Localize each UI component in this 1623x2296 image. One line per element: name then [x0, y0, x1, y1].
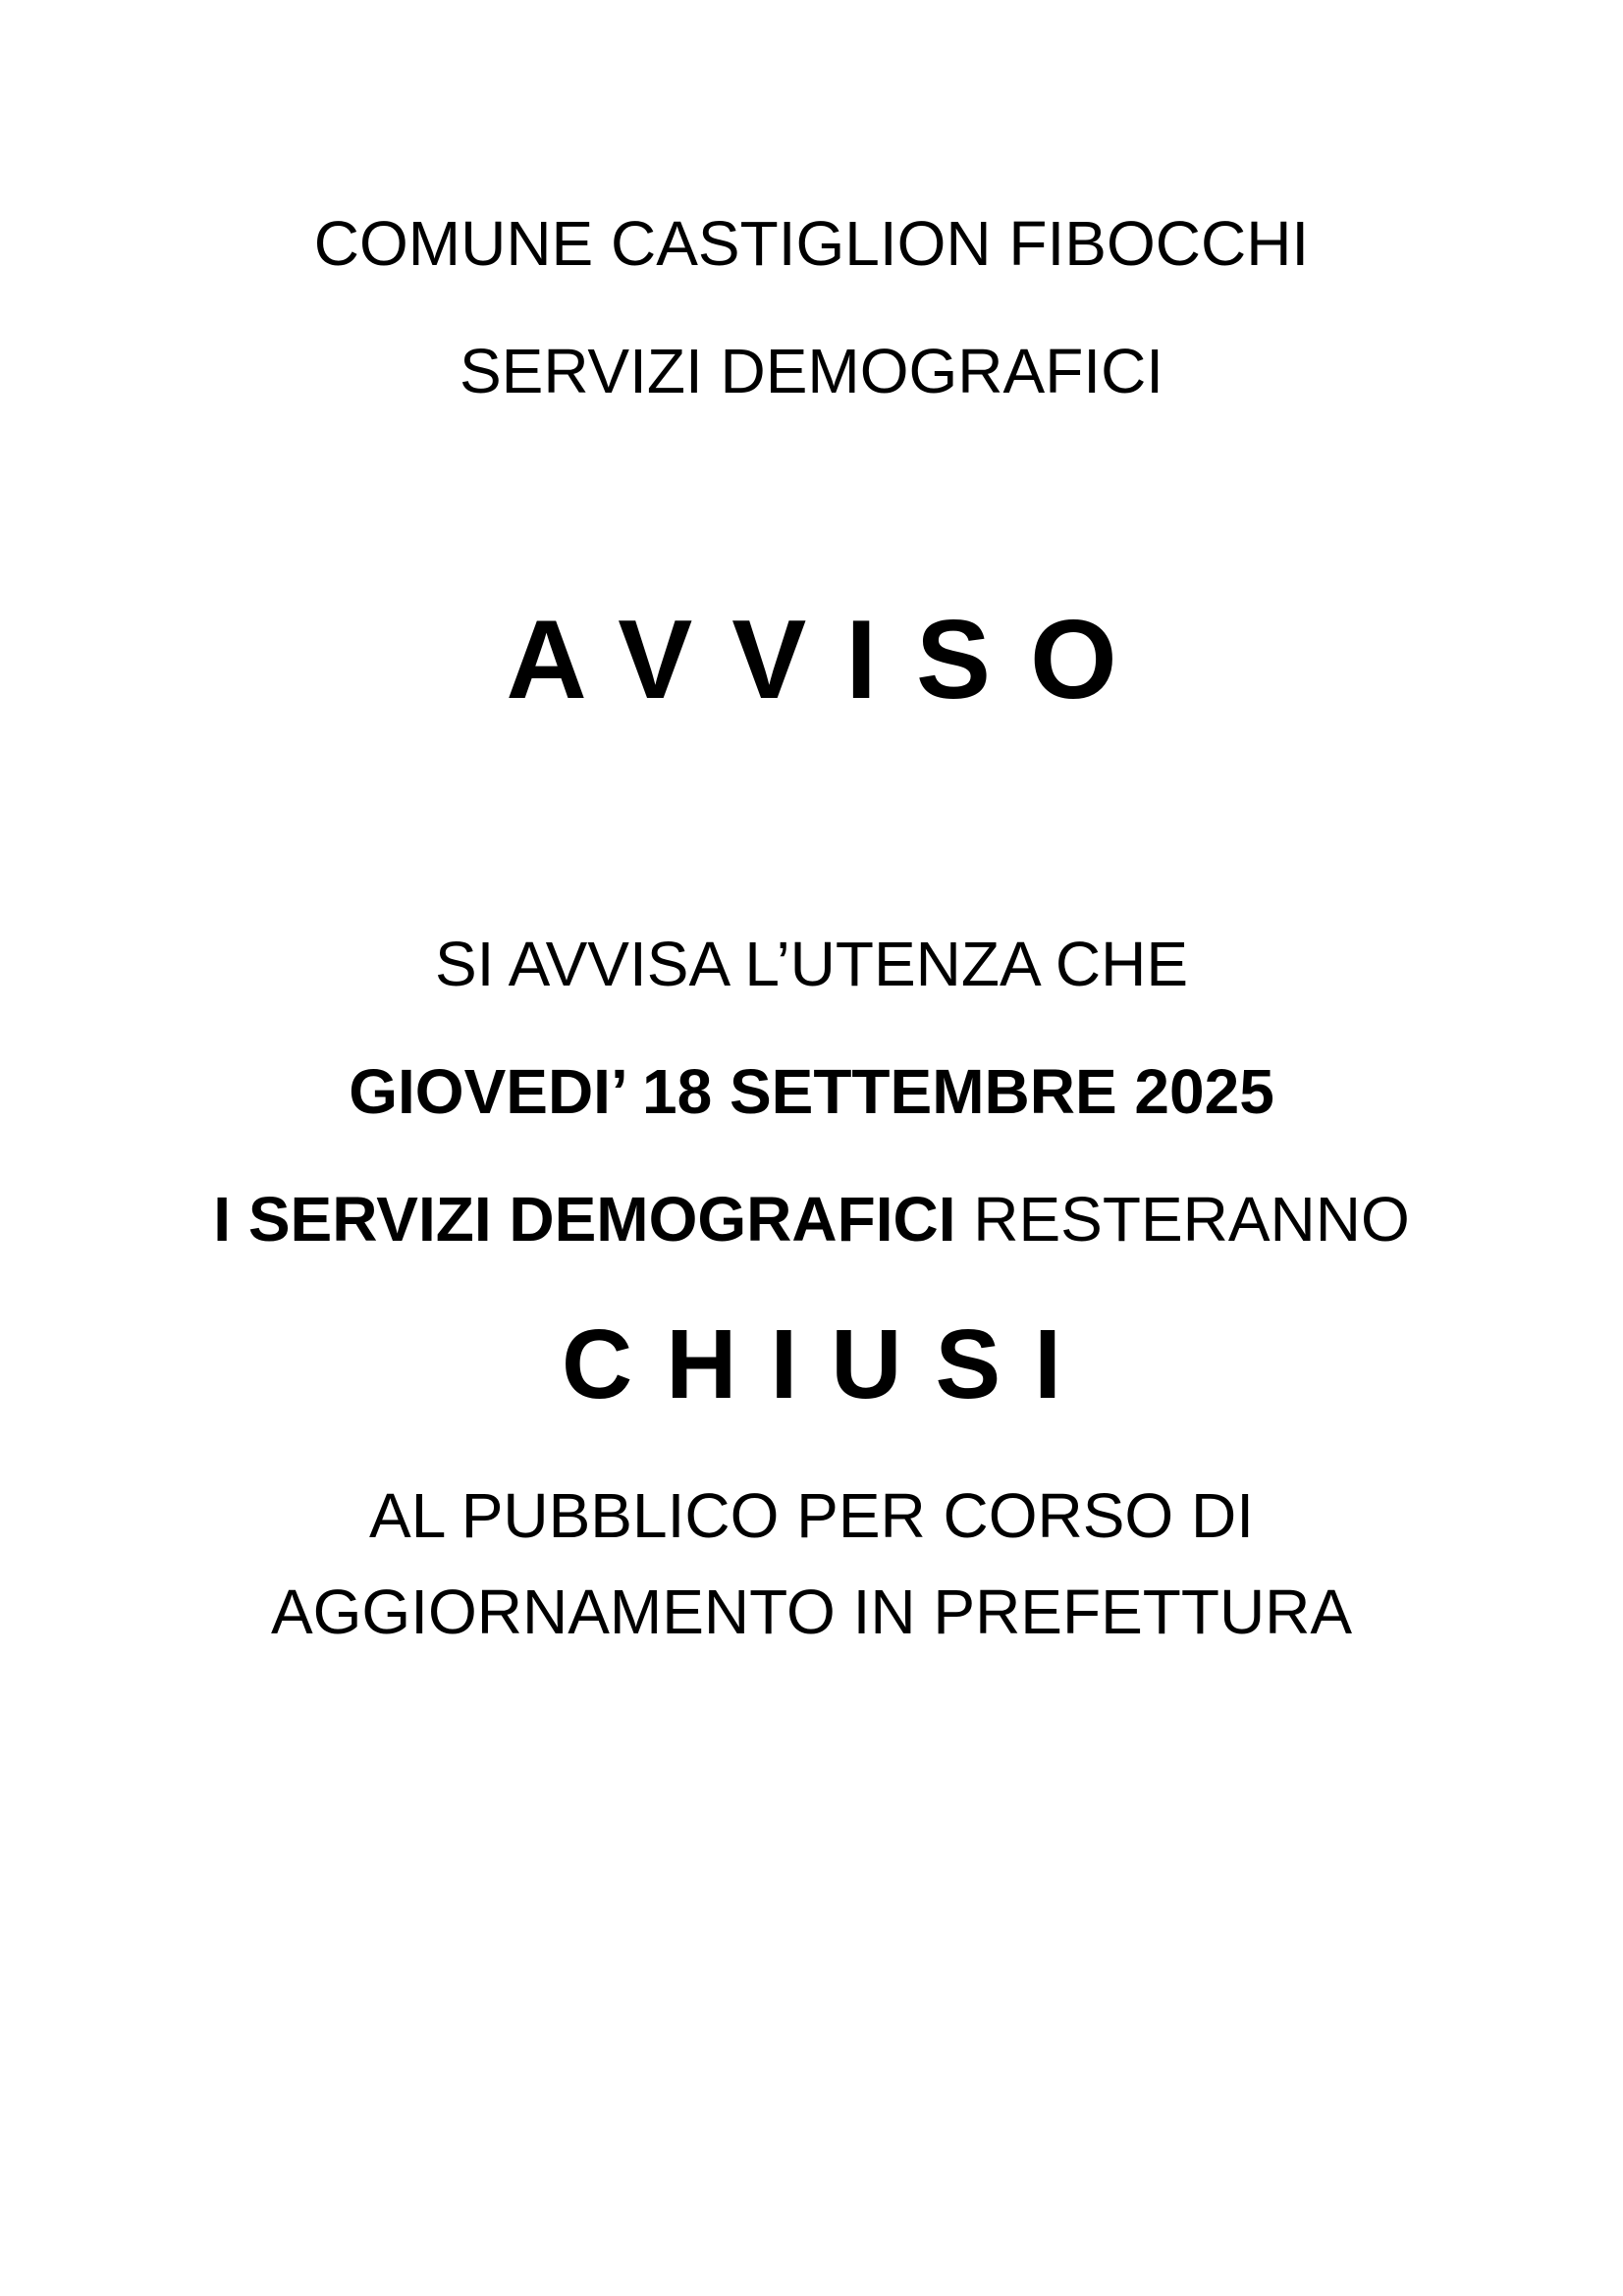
- notice-subject-regular: RESTERANNO: [973, 1184, 1410, 1255]
- department-name: SERVIZI DEMOGRAFICI: [459, 336, 1164, 406]
- municipality-name: COMUNE CASTIGLION FIBOCCHI: [313, 208, 1310, 279]
- notice-date: GIOVEDI’ 18 SETTEMBRE 2025: [349, 1056, 1274, 1127]
- notice-reason-line2: AGGIORNAMENTO IN PREFETTURA: [270, 1576, 1353, 1647]
- notice-subject: [0, 1184, 1623, 1255]
- notice-reason-line1: AL PUBBLICO PER CORSO DI: [369, 1480, 1254, 1551]
- notice-subject-bold: I SERVIZI DEMOGRAFICI: [213, 1184, 956, 1255]
- notice-status: CHIUSI: [562, 1309, 1095, 1419]
- notice-intro: SI AVVISA L’UTENZA CHE: [434, 929, 1189, 999]
- notice-title: AVVISO: [506, 598, 1157, 722]
